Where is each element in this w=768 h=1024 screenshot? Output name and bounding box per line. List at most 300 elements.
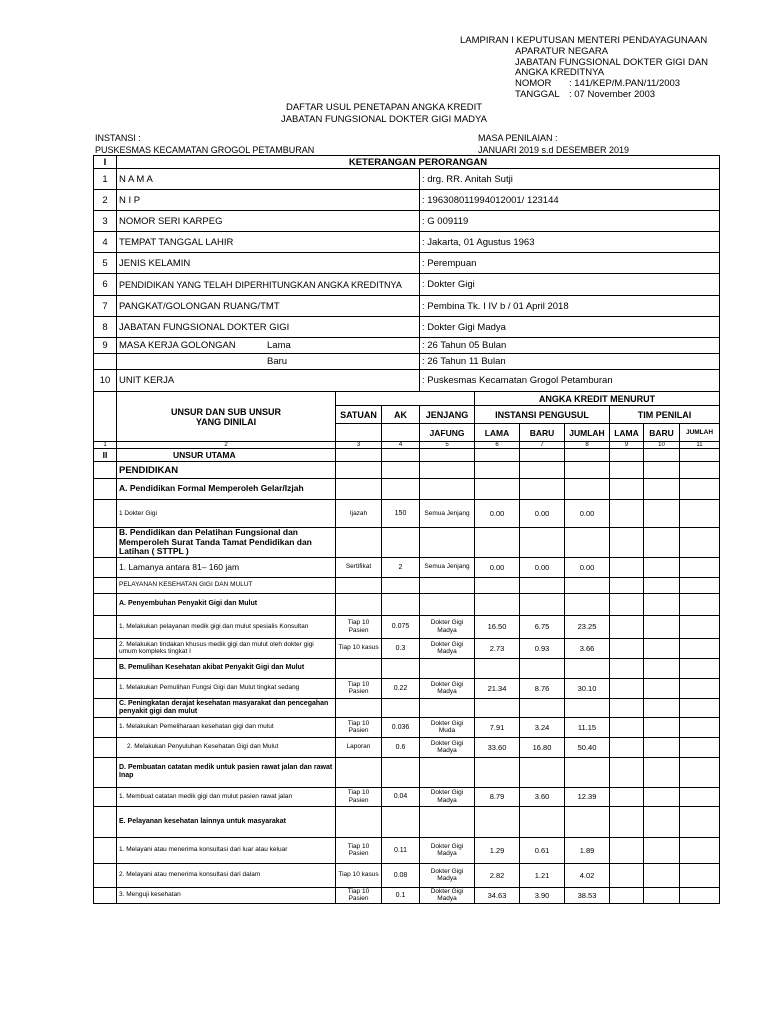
row-number: 5 xyxy=(94,253,117,274)
empty-cell xyxy=(382,658,420,678)
jenjang-cell: Dokter Gigi Madya xyxy=(420,837,475,863)
header-unsur xyxy=(117,392,336,442)
masa-penilaian-value: JANUARI 2019 s.d DESEMBER 2019 xyxy=(478,145,630,155)
tim-baru-cell xyxy=(644,678,680,698)
column-number: 7 xyxy=(520,442,565,449)
empty-cell xyxy=(336,462,382,479)
baru-cell: 0.61 xyxy=(520,837,565,863)
jumlah-cell: 50.40 xyxy=(565,737,610,757)
tim-jumlah-cell xyxy=(680,615,720,638)
empty-cell xyxy=(420,698,475,717)
empty-cell xyxy=(610,462,644,479)
jumlah-cell: 12.39 xyxy=(565,787,610,806)
jumlah-cell: 11.15 xyxy=(565,717,610,737)
lampiran-label: LAMPIRAN xyxy=(460,35,509,46)
row-number: 2 xyxy=(94,190,117,211)
field-sublabel: Baru xyxy=(267,356,288,367)
tim-jumlah-cell xyxy=(680,500,720,528)
jenjang-cell: Dokter Gigi Madya xyxy=(420,787,475,806)
baru-cell: 0.00 xyxy=(520,557,565,577)
tim-lama-cell xyxy=(610,557,644,577)
header-jumlah-tim: JUMLAH xyxy=(680,424,720,442)
empty-cell xyxy=(475,528,520,558)
satuan-cell: Tiap 10 kasus xyxy=(336,863,382,887)
activity-row xyxy=(94,737,720,757)
empty-cell xyxy=(420,528,475,558)
field-label xyxy=(117,338,420,354)
empty-cell xyxy=(520,577,565,593)
satuan-cell: Tiap 10 Pasien xyxy=(336,887,382,903)
jumlah-cell: 3.66 xyxy=(565,638,610,658)
field-value: : Dokter Gigi xyxy=(420,274,720,296)
empty-cell xyxy=(94,837,117,863)
empty-cell xyxy=(644,577,680,593)
jenjang-cell: Semua Jenjang xyxy=(420,500,475,528)
field-value: : Pembina Tk. I IV b / 01 April 2018 xyxy=(420,296,720,317)
document-title-line-1: DAFTAR USUL PENETAPAN ANGKA KREDIT xyxy=(285,102,483,113)
lama-cell: 8.79 xyxy=(475,787,520,806)
empty-cell xyxy=(94,462,117,479)
row-number: 6 xyxy=(94,274,117,296)
empty-cell xyxy=(94,658,117,678)
activity-row xyxy=(94,638,720,658)
satuan-cell: Sertifikat xyxy=(336,557,382,577)
empty-cell xyxy=(94,717,117,737)
personal-info-row xyxy=(94,317,720,338)
tim-lama-cell xyxy=(610,887,644,903)
field-label: N I P xyxy=(117,190,420,211)
tim-baru-cell xyxy=(644,557,680,577)
field-value: : drg. RR. Anitah Sutji xyxy=(420,169,720,190)
lama-cell: 7.91 xyxy=(475,717,520,737)
category-row xyxy=(94,658,720,678)
empty-cell xyxy=(565,806,610,837)
ak-cell: 0.11 xyxy=(382,837,420,863)
tim-jumlah-cell xyxy=(680,863,720,887)
empty-cell xyxy=(680,593,720,615)
empty-cell xyxy=(644,698,680,717)
personal-info-row xyxy=(94,354,720,370)
empty-cell xyxy=(94,479,117,500)
jumlah-cell: 30.10 xyxy=(565,678,610,698)
header-angka-kredit: ANGKA KREDIT MENURUT xyxy=(475,392,720,406)
empty-cell xyxy=(94,806,117,837)
personal-info-row xyxy=(94,253,720,274)
empty-cell xyxy=(565,593,610,615)
jumlah-cell: 1.89 xyxy=(565,837,610,863)
empty-cell xyxy=(680,528,720,558)
field-value: : Perempuan xyxy=(420,253,720,274)
lama-cell: 1.29 xyxy=(475,837,520,863)
tim-lama-cell xyxy=(610,615,644,638)
section-1-header-row xyxy=(94,156,720,169)
empty-cell xyxy=(336,479,382,500)
field-label: JENIS KELAMIN xyxy=(117,253,420,274)
field-label: UNIT KERJA xyxy=(117,370,420,392)
section-title: UNSUR UTAMA xyxy=(117,449,336,462)
satuan-cell: Ijazah xyxy=(336,500,382,528)
empty-cell xyxy=(644,806,680,837)
nomor-value: : 141/KEP/M.PAN/11/2003 xyxy=(569,78,681,90)
tim-jumlah-cell xyxy=(680,557,720,577)
column-number: 3 xyxy=(336,442,382,449)
category-label: PENDIDIKAN xyxy=(117,462,336,479)
tim-lama-cell xyxy=(610,837,644,863)
ak-cell: 0.075 xyxy=(382,615,420,638)
tim-lama-cell xyxy=(610,678,644,698)
empty-cell xyxy=(680,757,720,787)
empty-cell xyxy=(520,757,565,787)
document-title-line-2: JABATAN FUNGSIONAL DOKTER GIGI MADYA xyxy=(280,114,488,125)
column-number: 10 xyxy=(644,442,680,449)
activity-row xyxy=(94,500,720,528)
field-value: : 26 Tahun 11 Bulan xyxy=(420,354,720,370)
personal-info-row xyxy=(94,211,720,232)
activity-label: 1. Membuat catatan medik gigi dan mulut pasien rawat jalan xyxy=(117,787,336,806)
empty-cell xyxy=(520,479,565,500)
empty-cell xyxy=(382,757,420,787)
satuan-cell: Tiap 10 kasus xyxy=(336,638,382,658)
empty-cell xyxy=(382,806,420,837)
jenjang-cell: Dokter Gigi Muda xyxy=(420,717,475,737)
empty-cell xyxy=(382,528,420,558)
field-label xyxy=(117,354,420,370)
category-row xyxy=(94,806,720,837)
empty-cell xyxy=(565,462,610,479)
empty-cell xyxy=(644,462,680,479)
activity-row xyxy=(94,787,720,806)
field-label: NOMOR SERI KARPEG xyxy=(117,211,420,232)
empty-cell xyxy=(680,577,720,593)
empty-cell xyxy=(475,593,520,615)
lampiran-text: KEPUTUSAN MENTERI PENDAYAGUNAAN xyxy=(516,35,708,46)
jenjang-cell: Dokter Gigi Madya xyxy=(420,887,475,903)
empty-cell xyxy=(336,806,382,837)
lama-cell: 0.00 xyxy=(475,500,520,528)
empty-cell xyxy=(420,806,475,837)
column-number: 1 xyxy=(94,442,117,449)
section-title: KETERANGAN PERORANGAN xyxy=(117,156,720,169)
personal-info-row xyxy=(94,232,720,253)
header-unsur-line-1: UNSUR DAN SUB UNSUR xyxy=(170,406,281,417)
category-label: B. Pendidikan dan Pelatihan Fungsional dan Memperoleh Surat Tanda Tamat Pendidikan dan Latihan ( STTPL ) xyxy=(117,528,336,558)
header-jafung: JAFUNG xyxy=(420,424,475,442)
empty-cell xyxy=(94,615,117,638)
empty-cell xyxy=(520,593,565,615)
tim-baru-cell xyxy=(644,887,680,903)
baru-cell: 3.60 xyxy=(520,787,565,806)
lampiran-separator: I xyxy=(511,35,514,46)
activity-row xyxy=(94,887,720,903)
empty-cell xyxy=(475,577,520,593)
empty-cell xyxy=(94,593,117,615)
baru-cell: 3.24 xyxy=(520,717,565,737)
tim-lama-cell xyxy=(610,737,644,757)
activity-row xyxy=(94,557,720,577)
ak-cell: 150 xyxy=(382,500,420,528)
activity-row xyxy=(94,863,720,887)
personal-info-row xyxy=(94,338,720,354)
empty-cell xyxy=(336,658,382,678)
empty-cell xyxy=(565,757,610,787)
baru-cell: 16.80 xyxy=(520,737,565,757)
empty-cell xyxy=(382,479,420,500)
empty-cell xyxy=(610,593,644,615)
category-row xyxy=(94,757,720,787)
ak-cell: 0.1 xyxy=(382,887,420,903)
category-row xyxy=(94,577,720,593)
activity-row xyxy=(94,678,720,698)
ak-cell: 0.08 xyxy=(382,863,420,887)
assessment-table xyxy=(93,155,720,904)
row-number: 4 xyxy=(94,232,117,253)
tim-baru-cell xyxy=(644,615,680,638)
row-number: 3 xyxy=(94,211,117,232)
column-number: 11 xyxy=(680,442,720,449)
empty-cell xyxy=(680,698,720,717)
empty-cell xyxy=(94,787,117,806)
row-number: 9 xyxy=(94,338,117,354)
empty-cell xyxy=(336,757,382,787)
category-row xyxy=(94,462,720,479)
jumlah-cell: 0.00 xyxy=(565,500,610,528)
empty-cell xyxy=(420,479,475,500)
field-sublabel: Lama xyxy=(267,340,291,351)
empty-cell xyxy=(680,462,720,479)
activity-label: 1. Melakukan Pemulihan Fungsi Gigi dan Mulut tingkat sedang xyxy=(117,678,336,698)
baru-cell: 3.90 xyxy=(520,887,565,903)
empty-cell xyxy=(336,577,382,593)
jumlah-cell: 0.00 xyxy=(565,557,610,577)
jenjang-cell: Dokter Gigi Madya xyxy=(420,737,475,757)
empty-cell xyxy=(94,557,117,577)
column-number: 5 xyxy=(420,442,475,449)
tim-baru-cell xyxy=(644,737,680,757)
personal-info-row xyxy=(94,274,720,296)
empty-cell xyxy=(680,658,720,678)
tim-lama-cell xyxy=(610,787,644,806)
baru-cell: 6.75 xyxy=(520,615,565,638)
tim-lama-cell xyxy=(610,717,644,737)
baru-cell: 8.76 xyxy=(520,678,565,698)
activity-row xyxy=(94,717,720,737)
jumlah-cell: 23.25 xyxy=(565,615,610,638)
activity-label: 1 Dokter Gigi xyxy=(117,500,336,528)
personal-info-row xyxy=(94,370,720,392)
lama-cell: 2.82 xyxy=(475,863,520,887)
tim-lama-cell xyxy=(610,500,644,528)
empty-cell xyxy=(420,757,475,787)
ak-cell: 0.04 xyxy=(382,787,420,806)
column-number: 8 xyxy=(565,442,610,449)
empty-cell xyxy=(610,479,644,500)
row-number: 10 xyxy=(94,370,117,392)
field-label: N A M A xyxy=(117,169,420,190)
tim-baru-cell xyxy=(644,863,680,887)
empty-cell xyxy=(610,528,644,558)
empty-cell xyxy=(336,528,382,558)
empty-cell xyxy=(336,698,382,717)
ak-cell: 0.6 xyxy=(382,737,420,757)
empty-cell xyxy=(565,528,610,558)
activity-label: 1. Melakukan pelayanan medik gigi dan mulut spesialis Konsultan xyxy=(117,615,336,638)
header-line-2: APARATUR NEGARA xyxy=(515,45,609,57)
satuan-cell: Tiap 10 Pasien xyxy=(336,837,382,863)
header-jumlah: JUMLAH xyxy=(565,424,610,442)
tim-lama-cell xyxy=(610,638,644,658)
category-label: D. Pembuatan catatan medik untuk pasien rawat jalan dan rawat Inap xyxy=(117,757,336,787)
empty-cell xyxy=(94,863,117,887)
category-row xyxy=(94,479,720,500)
empty-cell xyxy=(644,449,680,462)
section-2-header-row xyxy=(94,449,720,462)
row-number xyxy=(94,354,117,370)
field-value: : 196308011994012001/ 123144 xyxy=(420,190,720,211)
activity-label: 3. Menguji kesehatan xyxy=(117,887,336,903)
tim-baru-cell xyxy=(644,837,680,863)
column-number: 4 xyxy=(382,442,420,449)
header-ak: AK xyxy=(382,406,420,424)
empty-cell xyxy=(644,593,680,615)
row-number: 1 xyxy=(94,169,117,190)
activity-label: 1. Melakukan Pemeliharaan kesehatan gigi dan mulut xyxy=(117,717,336,737)
empty-cell xyxy=(475,806,520,837)
ak-cell: 0.22 xyxy=(382,678,420,698)
lama-cell: 16.50 xyxy=(475,615,520,638)
empty-cell xyxy=(644,528,680,558)
baru-cell: 0.93 xyxy=(520,638,565,658)
jenjang-cell: Semua Jenjang xyxy=(420,557,475,577)
field-value: : Puskesmas Kecamatan Grogol Petamburan xyxy=(420,370,720,392)
tim-jumlah-cell xyxy=(680,887,720,903)
satuan-cell: Tiap 10 Pasien xyxy=(336,717,382,737)
tim-baru-cell xyxy=(644,500,680,528)
header-instansi: INSTANSI PENGUSUL xyxy=(475,406,610,424)
section-number: I xyxy=(94,156,117,169)
empty-cell xyxy=(382,462,420,479)
header-unsur-line-2: YANG DINILAI xyxy=(195,416,257,427)
activity-row xyxy=(94,615,720,638)
empty-cell xyxy=(420,449,475,462)
baru-cell: 0.00 xyxy=(520,500,565,528)
satuan-cell: Laporan xyxy=(336,737,382,757)
empty-cell xyxy=(644,757,680,787)
empty-cell xyxy=(644,658,680,678)
empty-cell xyxy=(336,449,382,462)
personal-info-row xyxy=(94,296,720,317)
field-value: : 26 Tahun 05 Bulan xyxy=(420,338,720,354)
jumlah-cell: 38.53 xyxy=(565,887,610,903)
empty-cell xyxy=(94,737,117,757)
category-row xyxy=(94,698,720,717)
empty-cell xyxy=(475,658,520,678)
tim-jumlah-cell xyxy=(680,678,720,698)
ak-cell: 0.036 xyxy=(382,717,420,737)
header-baru: BARU xyxy=(520,424,565,442)
masa-penilaian-label: MASA PENILAIAN : xyxy=(478,133,558,143)
field-value: : Jakarta, 01 Agustus 1963 xyxy=(420,232,720,253)
category-label: A. Pendidikan Formal Memperoleh Gelar/Izjah xyxy=(117,479,336,500)
empty-cell xyxy=(94,757,117,787)
empty-cell xyxy=(520,698,565,717)
empty-cell xyxy=(475,698,520,717)
empty-cell xyxy=(94,528,117,558)
empty-cell xyxy=(475,479,520,500)
tim-baru-cell xyxy=(644,717,680,737)
empty-cell xyxy=(680,479,720,500)
lama-cell: 34.63 xyxy=(475,887,520,903)
header-lama-tim: LAMA xyxy=(610,424,644,442)
empty-cell xyxy=(520,462,565,479)
row-number: 7 xyxy=(94,296,117,317)
empty-cell xyxy=(94,638,117,658)
lama-cell: 33.60 xyxy=(475,737,520,757)
empty-cell xyxy=(420,462,475,479)
column-number: 2 xyxy=(117,442,336,449)
empty-cell xyxy=(94,698,117,717)
empty-cell xyxy=(420,593,475,615)
empty-cell xyxy=(610,698,644,717)
personal-info-row xyxy=(94,190,720,211)
column-number-row xyxy=(94,442,720,449)
tim-jumlah-cell xyxy=(680,717,720,737)
document-header xyxy=(460,36,708,101)
tim-lama-cell xyxy=(610,863,644,887)
field-label: PANGKAT/GOLONGAN RUANG/TMT xyxy=(117,296,420,317)
field-label: PENDIDIKAN YANG TELAH DIPERHITUNGKAN ANGKA KREDITNYA xyxy=(117,274,420,296)
empty-cell xyxy=(94,678,117,698)
empty-cell xyxy=(94,577,117,593)
category-row xyxy=(94,593,720,615)
empty-cell xyxy=(520,658,565,678)
header-line-3: JABATAN FUNGSIONAL DOKTER GIGI DAN xyxy=(515,56,709,68)
empty-cell xyxy=(475,462,520,479)
row-number: 8 xyxy=(94,317,117,338)
satuan-cell: Tiap 10 Pasien xyxy=(336,787,382,806)
lama-cell: 2.73 xyxy=(475,638,520,658)
category-label: C. Peningkatan derajat kesehatan masyarakat dan pencegahan penyakit gigi dan mulut xyxy=(117,698,336,717)
tanggal-label: TANGGAL xyxy=(515,88,560,100)
baru-cell: 1.21 xyxy=(520,863,565,887)
satuan-cell: Tiap 10 Pasien xyxy=(336,678,382,698)
field-label: TEMPAT TANGGAL LAHIR xyxy=(117,232,420,253)
empty-cell xyxy=(382,698,420,717)
header-empty xyxy=(336,392,475,406)
empty-cell xyxy=(644,479,680,500)
tim-baru-cell xyxy=(644,787,680,806)
activity-row xyxy=(94,837,720,863)
tim-baru-cell xyxy=(644,638,680,658)
category-label: B. Pemulihan Kesehatan akibat Penyakit Gigi dan Mulut xyxy=(117,658,336,678)
empty-cell xyxy=(520,806,565,837)
nomor-label: NOMOR xyxy=(515,78,552,90)
header-baru-tim: BARU xyxy=(644,424,680,442)
empty-cell xyxy=(565,449,610,462)
instansi-value: PUSKESMAS KECAMATAN GROGOL PETAMBURAN xyxy=(95,145,315,155)
header-empty xyxy=(336,424,382,442)
column-number: 6 xyxy=(475,442,520,449)
empty-cell xyxy=(610,658,644,678)
header-tim-penilai: TIM PENILAI xyxy=(610,406,720,424)
activity-label: 2. Melakukan Penyuluhan Kesehatan Gigi dan Mulut xyxy=(117,737,336,757)
empty-cell xyxy=(420,658,475,678)
category-label: A. Penyembuhan Penyakit Gigi dan Mulut xyxy=(117,593,336,615)
header-satuan: SATUAN xyxy=(336,406,382,424)
section-number: II xyxy=(94,449,117,462)
ak-cell: 2 xyxy=(382,557,420,577)
tanggal-value: : 07 November 2003 xyxy=(569,88,656,100)
field-value: : Dokter Gigi Madya xyxy=(420,317,720,338)
